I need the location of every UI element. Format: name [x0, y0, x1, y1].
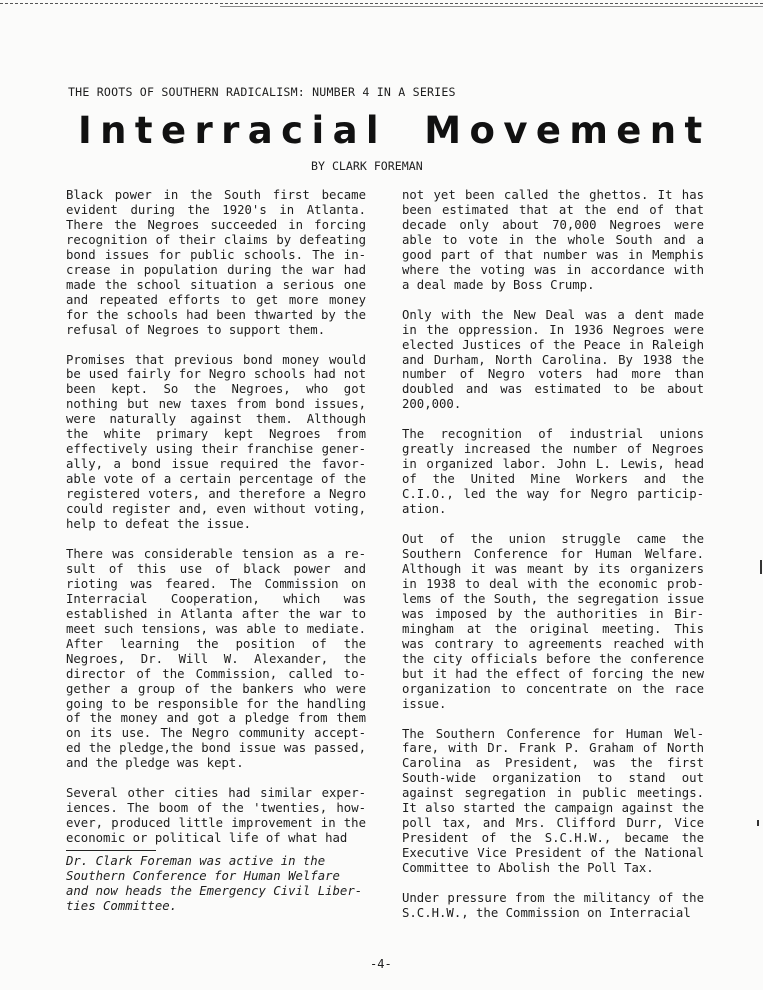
author-footnote: Dr. Clark Foreman was active in the Southern Conference for Human Welfare and now heads the Emergency Civil Liber- ties Committee. — [66, 854, 363, 913]
right-column — [402, 188, 704, 921]
paragraph: There was considerable tension as a re- sult of this use of black power and rioting was feared. The Commission on Interracial Cooperation, which was established in Atlanta after the war to meet such tensions, was able to mediate. After learning the position of the Negroes, Dr. Will W. Alexander, the director of the Commission, called to- gether a group of the bankers who were going to be responsible for the handling of the money and got a pledge from them on its use. The Negro community accept- ed the pledge,the bond issue was passed, and the pledge was kept. — [66, 546, 366, 771]
scan-margin-mark — [760, 560, 762, 574]
scan-margin-mark — [757, 820, 759, 826]
scan-top-edge — [0, 0, 763, 4]
paragraph: Out of the union struggle came the Southern Conference for Human Welfare. Although it was meant by its organizers in 1938 to deal with the economic prob- lems of the South, the segregation issue was imposed by the authorities in Bir- mingham at the original meeting. This was contrary to agreements reached with the city officials before the conference but it had the effect of forcing the new organization to concentrate on the race issue. — [402, 532, 704, 711]
paragraph: The recognition of industrial unions greatly increased the number of Negroes in organized labor. John L. Lewis, head of the United Mine Workers and the C.I.O., led the way for Negro particip- ation. — [402, 427, 704, 517]
footnote-divider — [66, 850, 156, 851]
paragraph: Promises that previous bond money would be used fairly for Negro schools had not been kept. So the Negroes, who got nothing but new taxes from bond issues, were naturally against them. Although the white primary kept Negroes from effectively using their franchise gener- ally, a bond issue required the favor- able vote of a certain percentage of the registered voters, and therefore a Negro could register and, even without voting, help to defeat the issue. — [66, 352, 366, 532]
paragraph: The Southern Conference for Human Wel- fare, with Dr. Frank P. Graham of North Carolina as President, was the first South-wide organization to stand out against segregation in public meetings. It also started the campaign against the poll tax, and Mrs. Clifford Durr, Vice President of the S.C.H.W., became the Executive Vice President of the National Committee to Abolish the Poll Tax. — [402, 726, 704, 876]
paragraph: Several other cities had similar exper- iences. The boom of the 'twenties, how- ever, produced little improvement in the economic or political life of what had — [66, 786, 366, 846]
byline: BY CLARK FOREMAN — [311, 159, 423, 173]
page-number: -4- — [370, 957, 392, 971]
series-heading: THE ROOTS OF SOUTHERN RADICALISM: NUMBER 4 IN A SERIES — [68, 85, 456, 99]
scan-top-rule — [220, 6, 763, 7]
paragraph: not yet been called the ghettos. It has been estimated that at the end of that decade only about 70,000 Negroes were able to vote in the whole South and a good part of that number was in Memphis where the voting was in accordance with a deal made by Boss Crump. — [402, 188, 704, 292]
paragraph: Only with the New Deal was a dent made in the oppression. In 1936 Negroes were elected Justices of the Peace in Raleigh and Durham, North Carolina. By 1938 the number of Negro voters had more than doubled and was estimated to be about 200,000. — [402, 307, 704, 412]
article-title: Interracial Movement — [78, 109, 711, 152]
paragraph: Under pressure from the militancy of the S.C.H.W., the Commission on Interracial — [402, 891, 704, 920]
left-column — [66, 188, 366, 914]
paragraph: Black power in the South first became evident during the 1920's in Atlanta. There the Negroes succeeded in forcing recognition of their claims by defeating bond issues for public schools. The in- crease in population during the war had made the school situation a serious one and repeated efforts to get more money for the schools had been thwarted by the refusal of Negroes to support them. — [66, 188, 366, 337]
